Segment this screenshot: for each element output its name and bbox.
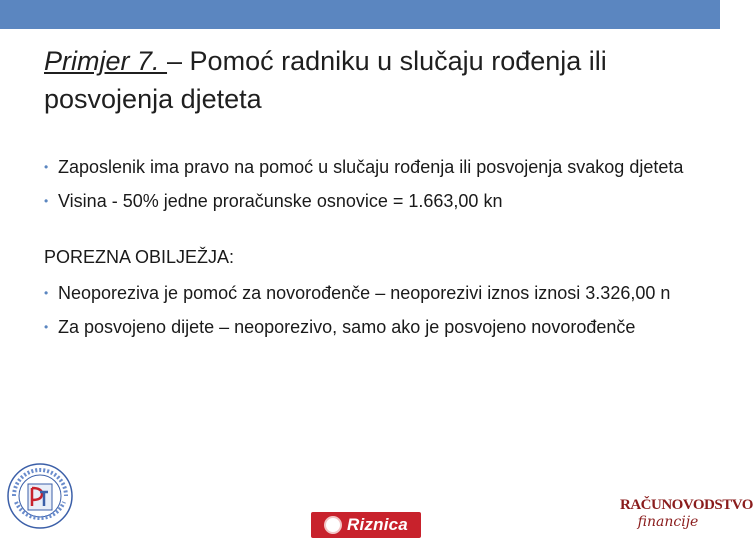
- title-text: – Pomoć radniku u slučaju rođenja ili posvojenja djeteta: [44, 46, 607, 114]
- logo-right-line1: RAČUNOVODSTVO: [620, 497, 753, 513]
- riznica-logo: [311, 512, 421, 538]
- association-seal-logo: [6, 462, 74, 530]
- bullet-text: Visina - 50% jedne proračunske osnovice = 1.663,00 kn: [58, 191, 503, 211]
- bullet-item: [44, 282, 684, 304]
- riznica-logo-text: Riznica: [347, 515, 408, 534]
- bullet-icon: •: [44, 160, 49, 174]
- bullet-text: Neoporeziva je pomoć za novorođenče – neoporezivi iznos iznosi 3.326,00 n: [58, 283, 671, 303]
- bullet-icon: •: [44, 286, 49, 300]
- riznica-emblem-icon: [324, 516, 342, 534]
- bullet-item: [44, 316, 684, 338]
- top-accent-bar: [0, 0, 720, 29]
- slide-body: [44, 156, 684, 350]
- bullet-text: Zaposlenik ima pravo na pomoć u slučaju rođenja ili posvojenja svakog djeteta: [58, 157, 684, 177]
- racunovodstvo-financije-logo: [620, 496, 753, 538]
- section-heading: POREZNA OBILJEŽJA:: [44, 247, 235, 267]
- logo-right-line2: financije: [637, 514, 699, 530]
- title-example-number: Primjer 7.: [44, 46, 168, 76]
- slide-title: [44, 42, 694, 118]
- bullet-icon: •: [44, 194, 49, 208]
- bullet-item: [44, 190, 684, 212]
- bullet-icon: •: [44, 320, 49, 334]
- bullet-item: [44, 156, 684, 178]
- bullet-text: Za posvojeno dijete – neoporezivo, samo ako je posvojeno novorođenče: [58, 317, 636, 337]
